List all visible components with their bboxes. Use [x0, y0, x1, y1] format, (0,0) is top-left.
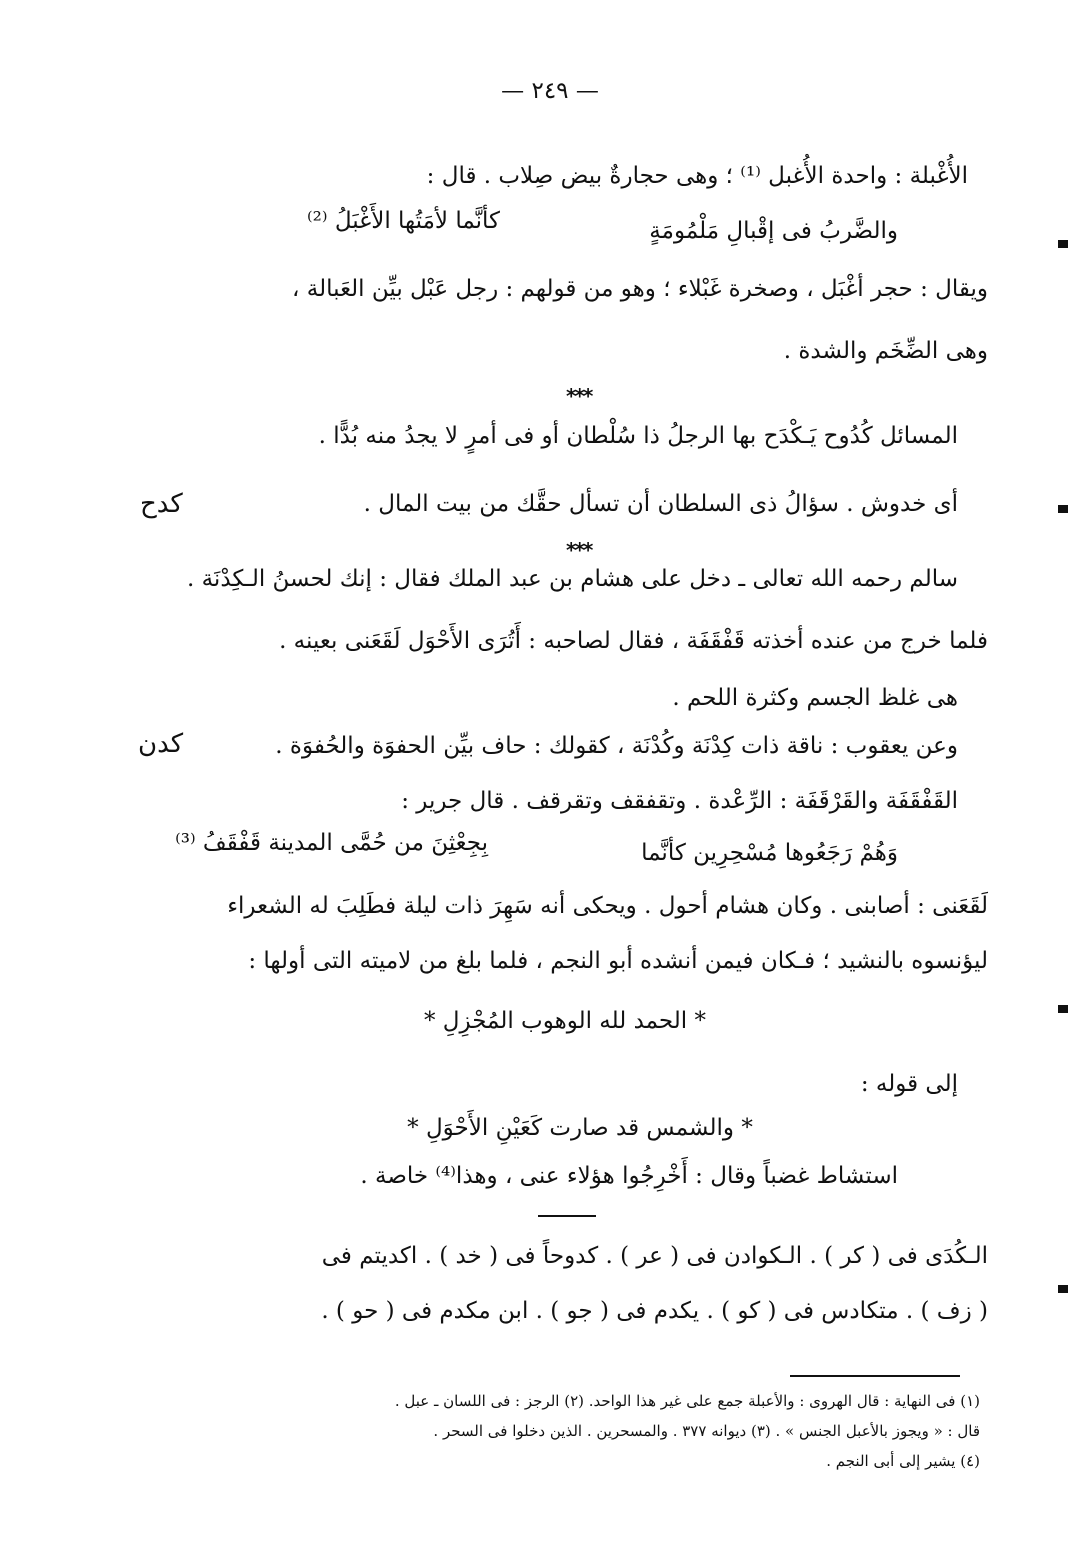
verse-quote: * الحمد لله الوهوب المُجْزِلِ *	[423, 1008, 706, 1034]
entry-line: ليؤنسوه بالنشيد ؛ فـكان فيمن أنشده أبو النجم ، فلما بلغ من لاميته التى أولها :	[248, 948, 988, 974]
entry-line: استشاط غضباً وقال : أَخْرِجُوا هؤلاء عنى ، وهذا⁽⁴⁾ خاصة .	[360, 1163, 898, 1189]
scan-edge-mark	[1058, 1005, 1068, 1013]
entry-line: هى غلظ الجسم وكثرة اللحم .	[672, 685, 958, 711]
cross-reference-divider	[538, 1215, 596, 1217]
margin-keyword: كدن	[138, 729, 184, 759]
entry-line: فلما خرج من عنده أخذته قَفْقَفَة ، فقال لصاحبه : أَتُرَى الأَحْوَل لَقَعَنى بعينه .	[279, 628, 988, 654]
entry-line: وهى الضِّخَم والشدة .	[783, 338, 988, 364]
scan-edge-mark	[1058, 1285, 1068, 1293]
entry-line: ويقال : حجر أغْبَل ، وصخرة غَبْلاء ؛ وهو من قولهم : رجل عَبْل بيِّن العَبالة ،	[292, 276, 988, 302]
verse-hemistich: بِجِعْثِنَ من حُمَّى المدينة قَفْقَفُ ⁽³⁾	[175, 830, 488, 856]
footnote-divider	[790, 1375, 960, 1377]
entry-line: المسائل كُدُوح يَـكْدَح بها الرجلُ ذا سُلْطان أو فى أمرٍ لا يجدُ منه بُدًّا .	[318, 423, 958, 449]
entry-line: الأُغْبلة : واحدة الأُغبل ⁽¹⁾ ؛ وهى حجارةٌ بيض صِلاب . قال :	[426, 163, 968, 189]
margin-keyword: كدح	[140, 489, 183, 519]
section-separator: ***	[566, 538, 592, 562]
page-number: — ٢٤٩ —	[501, 78, 599, 104]
entry-line: القَفْقَفَة والقَرْقَفَة : الرِّعْدة . وتقفقف وتقرقف . قال جرير :	[401, 788, 958, 814]
entry-line: وعن يعقوب : ناقة ذات كِدْنَة وكُدْنَة ، كقولك : حاف بيِّن الحفوَة والحُفوَة .	[275, 733, 958, 759]
entry-line: أى خدوش . سؤالُ ذى السلطان أن تسأل حقَّك من بيت المال .	[363, 491, 958, 517]
footnote-line: قال : « ويجوز بالأعبل الجنس » . (٣) ديوانه ٣٧٧ . والمسحرين . الذين دخلوا فى السحر .	[433, 1422, 980, 1440]
footnote-line: (١) فى النهاية : قال الهروى : والأعبلة جمع على غير هذا الواحد. (٢) الرجز : فى اللسان ـ عبل .	[394, 1392, 980, 1410]
cross-reference-line: الـكُدَى فى ( كر ) . الـكوادن فى ( عر ) . كدوحاً فى ( خد ) . اكديتم فى	[321, 1243, 988, 1269]
section-separator: ***	[566, 384, 592, 408]
entry-line: لَقَعَنى : أصابنى . وكان هشام أحول . ويحكى أنه سَهِرَ ذات ليلة فطَلِبَ له الشعراء	[227, 893, 988, 919]
verse-hemistich: كأنَّما لأمَتُها الأَغْبَلُ ⁽²⁾	[306, 208, 500, 234]
scan-edge-mark	[1058, 505, 1068, 513]
scan-edge-mark	[1058, 240, 1068, 248]
entry-line: سالم رحمه الله تعالى ـ دخل على هشام بن عبد الملك فقال : إنك لحسنُ الـكِدْنَة .	[186, 566, 958, 592]
cross-reference-line: ( زف ) . متكادس فى ( كو ) . يكدم فى ( جو ) . ابن مكدم فى ( حو ) .	[321, 1298, 988, 1324]
entry-line: إلى قوله :	[860, 1071, 958, 1097]
footnote-line: (٤) يشير إلى أبى النجم .	[826, 1452, 980, 1470]
verse-hemistich: والضَّربُ فى إقْبالِ مَلْمُومَةٍ	[649, 218, 898, 244]
verse-quote: * والشمس قد صارت كَعَيْنِ الأَحْوَلِ *	[407, 1115, 753, 1141]
verse-hemistich: وَهُمْ رَجَعُوها مُسْحِرِين كأنَّما	[641, 840, 898, 866]
